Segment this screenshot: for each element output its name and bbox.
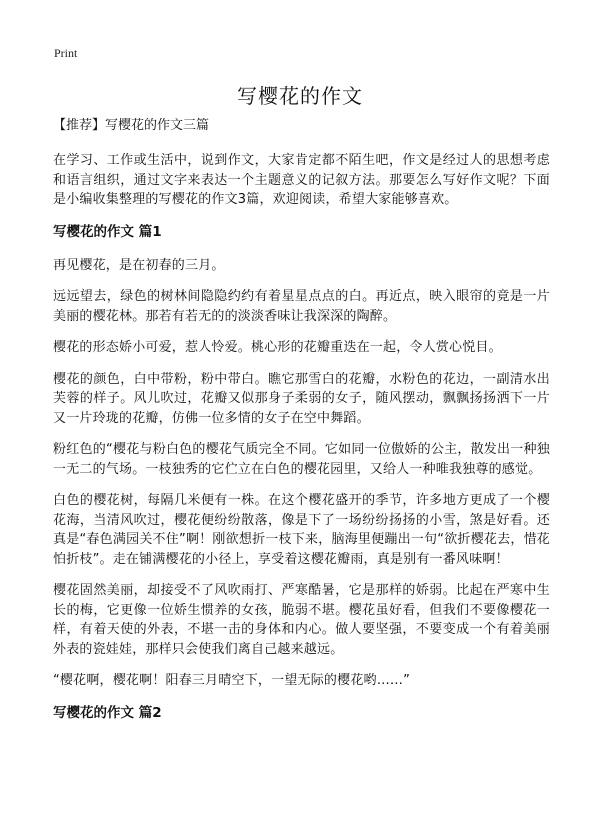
paragraph-3: 樱花的形态娇小可爱，惹人怜爱。桃心形的花瓣重迭在一起，令人赏心悦目。 — [53, 340, 502, 355]
print-link[interactable]: Print — [54, 46, 78, 60]
paragraph-4: 樱花的颜色，白中带粉，粉中带白。瞧它那雪白的花瓣，水粉色的花边，一副清水出芙蓉的样子。风儿吹过，花瓣又似那身子柔弱的女子，随风摆动，飘飘扬扬洒下一片又一片玲珑的花瓣，仿佛一位多情的女子在空中舞蹈。 — [53, 371, 550, 426]
paragraph-6: 白色的樱花树，每隔几米便有一株。在这个樱花盛开的季节，许多地方更成了一个樱花海，当清风吹过，樱花便纷纷散落，像是下了一场纷纷扬扬的小雪，煞是好看。还真是“春色满园关不住”啊！刚欲想折一枝下来，脑海里便蹦出一句“欲折樱花去，惜花怕折枝”。走在铺满樱花的小径上，享受着这樱花瓣雨，真是别有一番风味啊！ — [53, 493, 550, 567]
intro-paragraph: 在学习、工作或生活中，说到作文，大家肯定都不陌生吧，作文是经过人的思想考虑和语言组织，通过文字来表达一个主题意义的记叙方法。那要怎么写好作文呢？下面是小编收集整理的写樱花的作文3篇，欢迎阅读，希望大家能够喜欢。 — [53, 153, 550, 207]
article-body — [53, 116, 550, 737]
section-heading-1: 写樱花的作文 篇1 — [53, 223, 162, 240]
paragraph-2: 远远望去，绿色的树林间隐隐约约有着星星点点的白。再近点，映入眼帘的竟是一片美丽的樱花林。那若有若无的的淡淡香味让我深深的陶醉。 — [53, 289, 550, 324]
paragraph-5: 粉红色的“樱花与粉白色的樱花气质完全不同。它如同一位傲娇的公主，散发出一种独一无二的气场。一枝独秀的它伫立在白色的樱花园里，又给人一种唯我独尊的感觉。 — [53, 442, 550, 477]
paragraph-7: 樱花固然美丽，却接受不了风吹雨打、严寒酷暑，它是那样的娇弱。比起在严寒中生长的梅，它更像一位娇生惯养的女孩，脆弱不堪。樱花虽好看，但我们不要像樱花一样，有着天使的外表，不堪一击的身体和内心。做人要坚强，不要变成一个有着美丽外表的瓷娃娃，那样只会使我们离自己越来越远。 — [53, 583, 550, 657]
paragraph-1: 再见樱花，是在初春的三月。 — [53, 257, 225, 273]
paragraph-8: “樱花啊，樱花啊！阳春三月晴空下，一望无际的樱花哟……” — [53, 673, 411, 688]
page-title: 写樱花的作文 — [237, 84, 363, 108]
section-heading-2: 写樱花的作文 篇2 — [53, 704, 162, 721]
recommend-line: 【推荐】写樱花的作文三篇 — [53, 118, 210, 133]
